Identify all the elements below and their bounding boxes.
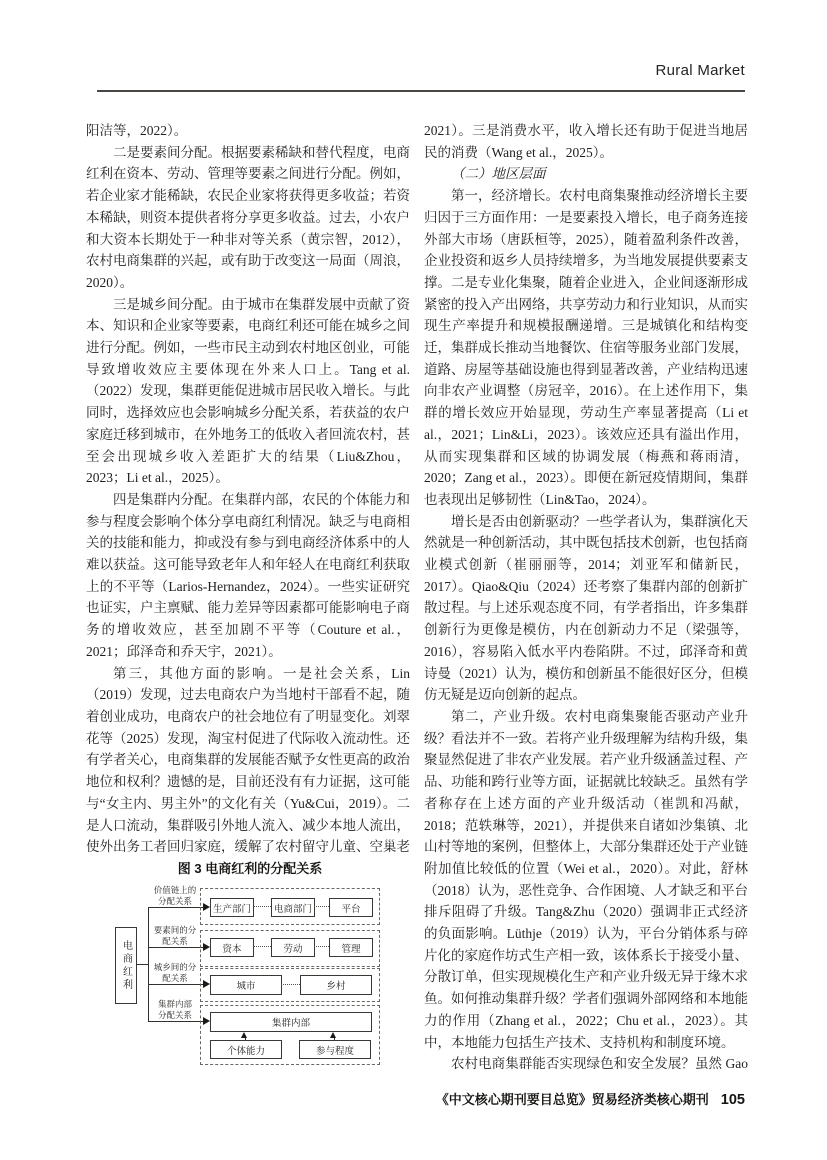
dotted-link [314, 946, 329, 947]
box-cluster-interior: 集群内部 [210, 1012, 372, 1032]
branch-label-3-line1: 城乡间的分 [153, 962, 197, 972]
branch-label-2-line2: 配关系 [162, 935, 188, 946]
left-paragraph-0: 阳洁等，2022）。 [86, 123, 188, 138]
page-number: 105 [720, 1092, 745, 1108]
branch-label-4-line1: 集群内部 [157, 999, 192, 1009]
branch-label-1-line1: 价值链上的 [153, 885, 197, 895]
branch-line-1 [148, 907, 204, 908]
left-paragraph-3: 四是集群内分配。在集群内部，农民的个体能力和参与程度会影响个体分享电商红利情况。缺乏与电商相关的技能和能力，抑或没有参与到电商经济体系中的人难以获益。这可能导致老年人和年轻人在电商红利获取上的不平等（Larios-Hernandez，2024）。一些实证研究也证实，户主禀赋、能力差异等因素都可能影响电子商务的增收效应，甚至加剧不平等（Couture et al.，2021；邱泽奇和乔天宇，2021）。 [86, 491, 410, 659]
branch-label-4-line2: 分配关系 [157, 1009, 192, 1020]
branch-line-2 [148, 947, 204, 948]
dotted-link [253, 906, 271, 907]
box-city: 城市 [210, 975, 282, 995]
box-individual-ability: 个体能力 [210, 1040, 282, 1059]
box-countryside: 乡村 [300, 975, 372, 995]
branch-label-3 [147, 962, 203, 983]
branch-label-3-line2: 配关系 [162, 972, 188, 983]
diagram-root-box: 电商红利 [115, 927, 137, 1004]
branch-label-4 [147, 999, 203, 1020]
box-production-sector: 生产部门 [210, 898, 254, 917]
left-column [86, 120, 410, 860]
branch-line-3 [148, 984, 204, 985]
right-section-heading: （二）地区层面 [451, 166, 546, 182]
right-paragraph-5: 农村电商集群能否实现绿色和安全发展？虽然 Gao [451, 1056, 748, 1072]
right-paragraph-4: 第二，产业升级。农村电商集聚能否驱动产业升级？看法并不一致。若将产业升级理解为结构升级，集聚显然促进了非农产业发展。若产业升级涵盖过程、产品、功能和跨行业等方面，证据就比较缺乏。虽然有学者称存在上述方面的产业升级活动（崔凯和冯献，2018；范轶琳等，2021），并提供来自诸如沙集镇、北山村等地的案例，但整体上，大部分集群还处于产业链附加值比较低的位置（Wei et al.，2020）。对此，舒林（2018）认为，恶性竞争、合作困境、人才缺乏和平台排斥阻碍了升级。Tang&Zhu（2020）强调非正式经济的负面影响。Lüthje（2019）认为，平台分销体系与碎片化的家庭作坊式生产相一致，该体系长于接受小量、分散订单，但实现规模化生产和产业升级无异于缘木求鱼。如何推动集群升级？学者们强调外部网络和本地能力的作用（Zhang et al.，2022；Chu et al.，2023）。其中，本地能力包括生产技术、支持机构和制度环境。 [424, 708, 748, 1050]
right-column [424, 120, 748, 1078]
right-paragraph-3: 增长是否由创新驱动？一些学者认为，集群演化天然就是一种创新活动，其中既包括技术创新，也包括商业模式创新（崔丽丽等，2014；刘亚军和储新民，2017）。Qiao&Qiu（2024）还考察了集群内部的创新扩散过程。与上述乐观态度不同，有学者指出，许多集群创新行为更像是模仿，内在创新动力不足（梁强等，2016），容易陷入低水平内卷陷阱。不过，邱泽奇和黄诗曼（2021）认为，模仿和创新虽不能很好区分，但模仿无疑是迈向创新的起点。 [424, 513, 748, 703]
branch-line-4 [148, 1021, 204, 1022]
arrow-up-icon [330, 1032, 336, 1038]
box-capital: 资本 [210, 938, 254, 957]
right-paragraph-0: 2021）。三是消费水平，收入增长还有助于促进当地居民的消费（Wang et al.，2025）。 [424, 123, 748, 160]
running-head: Rural Market [655, 62, 745, 79]
figure-caption: 图 3 电商红利的分配关系 [177, 861, 323, 876]
box-management: 管理 [329, 938, 373, 957]
branch-label-1-line2: 分配关系 [157, 895, 192, 906]
box-participation-degree: 参与程度 [299, 1040, 371, 1059]
footer-journal-note: 《中文核心期刊要目总览》贸易经济类核心期刊 [435, 1092, 709, 1107]
branch-label-2-line1: 要素间的分 [153, 925, 197, 935]
dotted-link [314, 906, 329, 907]
left-paragraph-1: 二是要素间分配。根据要素稀缺和替代程度，电商红利在资本、劳动、管理等要素之间进行分配。例如，若企业家才能稀缺，农民企业家将获得更多收益；若资本稀缺，则资本提供者将分享更多收益。过去，小农户和大资本长期处于一种非对等关系（黄宗智，2012），农村电商集群的兴起，或有助于改变这一局面（周浪，2020）。 [86, 144, 410, 290]
figure-diagram [85, 885, 415, 1067]
box-labor: 劳动 [271, 938, 315, 957]
dotted-link [253, 946, 271, 947]
branch-label-2 [147, 925, 203, 946]
arrow-up-icon [241, 1032, 247, 1038]
left-paragraph-4: 第三，其他方面的影响。一是社会关系，Lin（2019）发现，过去电商农户为当地村干部看不起，随着创业成功，电商农户的社会地位有了明显变化。刘翠花等（2025）发现，淘宝村促进了代际收入流动性。还有学者关心，电商集群的发展能否赋予女性更高的政治地位和权利？遗憾的是，目前还没有有力证据，这可能与“女主内、男主外”的文化有关（Yu&Cui，2019）。二是人口流动，集群吸引外地人流入、减少本地人流出，使外出务工者回归家庭，缓解了农村留守儿童、空巢老 [86, 665, 410, 855]
box-ecommerce-sector: 电商部门 [271, 898, 315, 917]
left-paragraph-2: 三是城乡间分配。由于城市在集群发展中贡献了资本、知识和企业家等要素，电商红利还可能在城乡之间进行分配。例如，一些市民主动到农村地区创业，可能导致增收效应主要体现在外来人口上。Tang et al.（2022）发现，集群更能促进城市居民收入增长。与此同时，选择效应也会影响城乡分配关系，若获益的农户家庭迁移到城市，在外地务工的低收入者回流农村，甚至会出现城乡收入差距扩大的结果（Liu&Zhou，2023；Li et al.，2025）。 [86, 296, 410, 486]
branch-label-1 [147, 885, 203, 906]
header-rule [97, 90, 745, 92]
page-footer [436, 1089, 745, 1108]
right-paragraph-2: 第一，经济增长。农村电商集聚推动经济增长主要归因于三方面作用：一是要素投入增长，电子商务连接外部大市场（唐跃桓等，2025），随着盈利条件改善，企业投资和返乡人员持续增多，为当地发展提供要素支撑。二是专业化集聚，随着企业进入，企业间逐渐形成紧密的投入产出网络，共享劳动力和行业知识，从而实现生产率提升和规模报酬递增。三是城镇化和结构变迁，集群成长推动当地餐饮、住宿等服务业部门发展，道路、房屋等基础设施也得到显著改善，产业结构迅速向非农产业调整（房冠辛，2016）。在上述作用下，集群的增长效应开始显现，劳动生产率显著提高（Li et al.，2021；Lin&Li，2023）。该效应还具有溢出作用，从而实现集群和区域的协调发展（梅燕和蒋雨清，2020；Zang et al.，2023）。即便在新冠疫情期间，集群也表现出足够韧性（Lin&Tao，2024）。 [424, 188, 748, 507]
figure-3 [85, 858, 415, 1067]
dotted-link [281, 984, 300, 985]
box-platform: 平台 [329, 898, 373, 917]
